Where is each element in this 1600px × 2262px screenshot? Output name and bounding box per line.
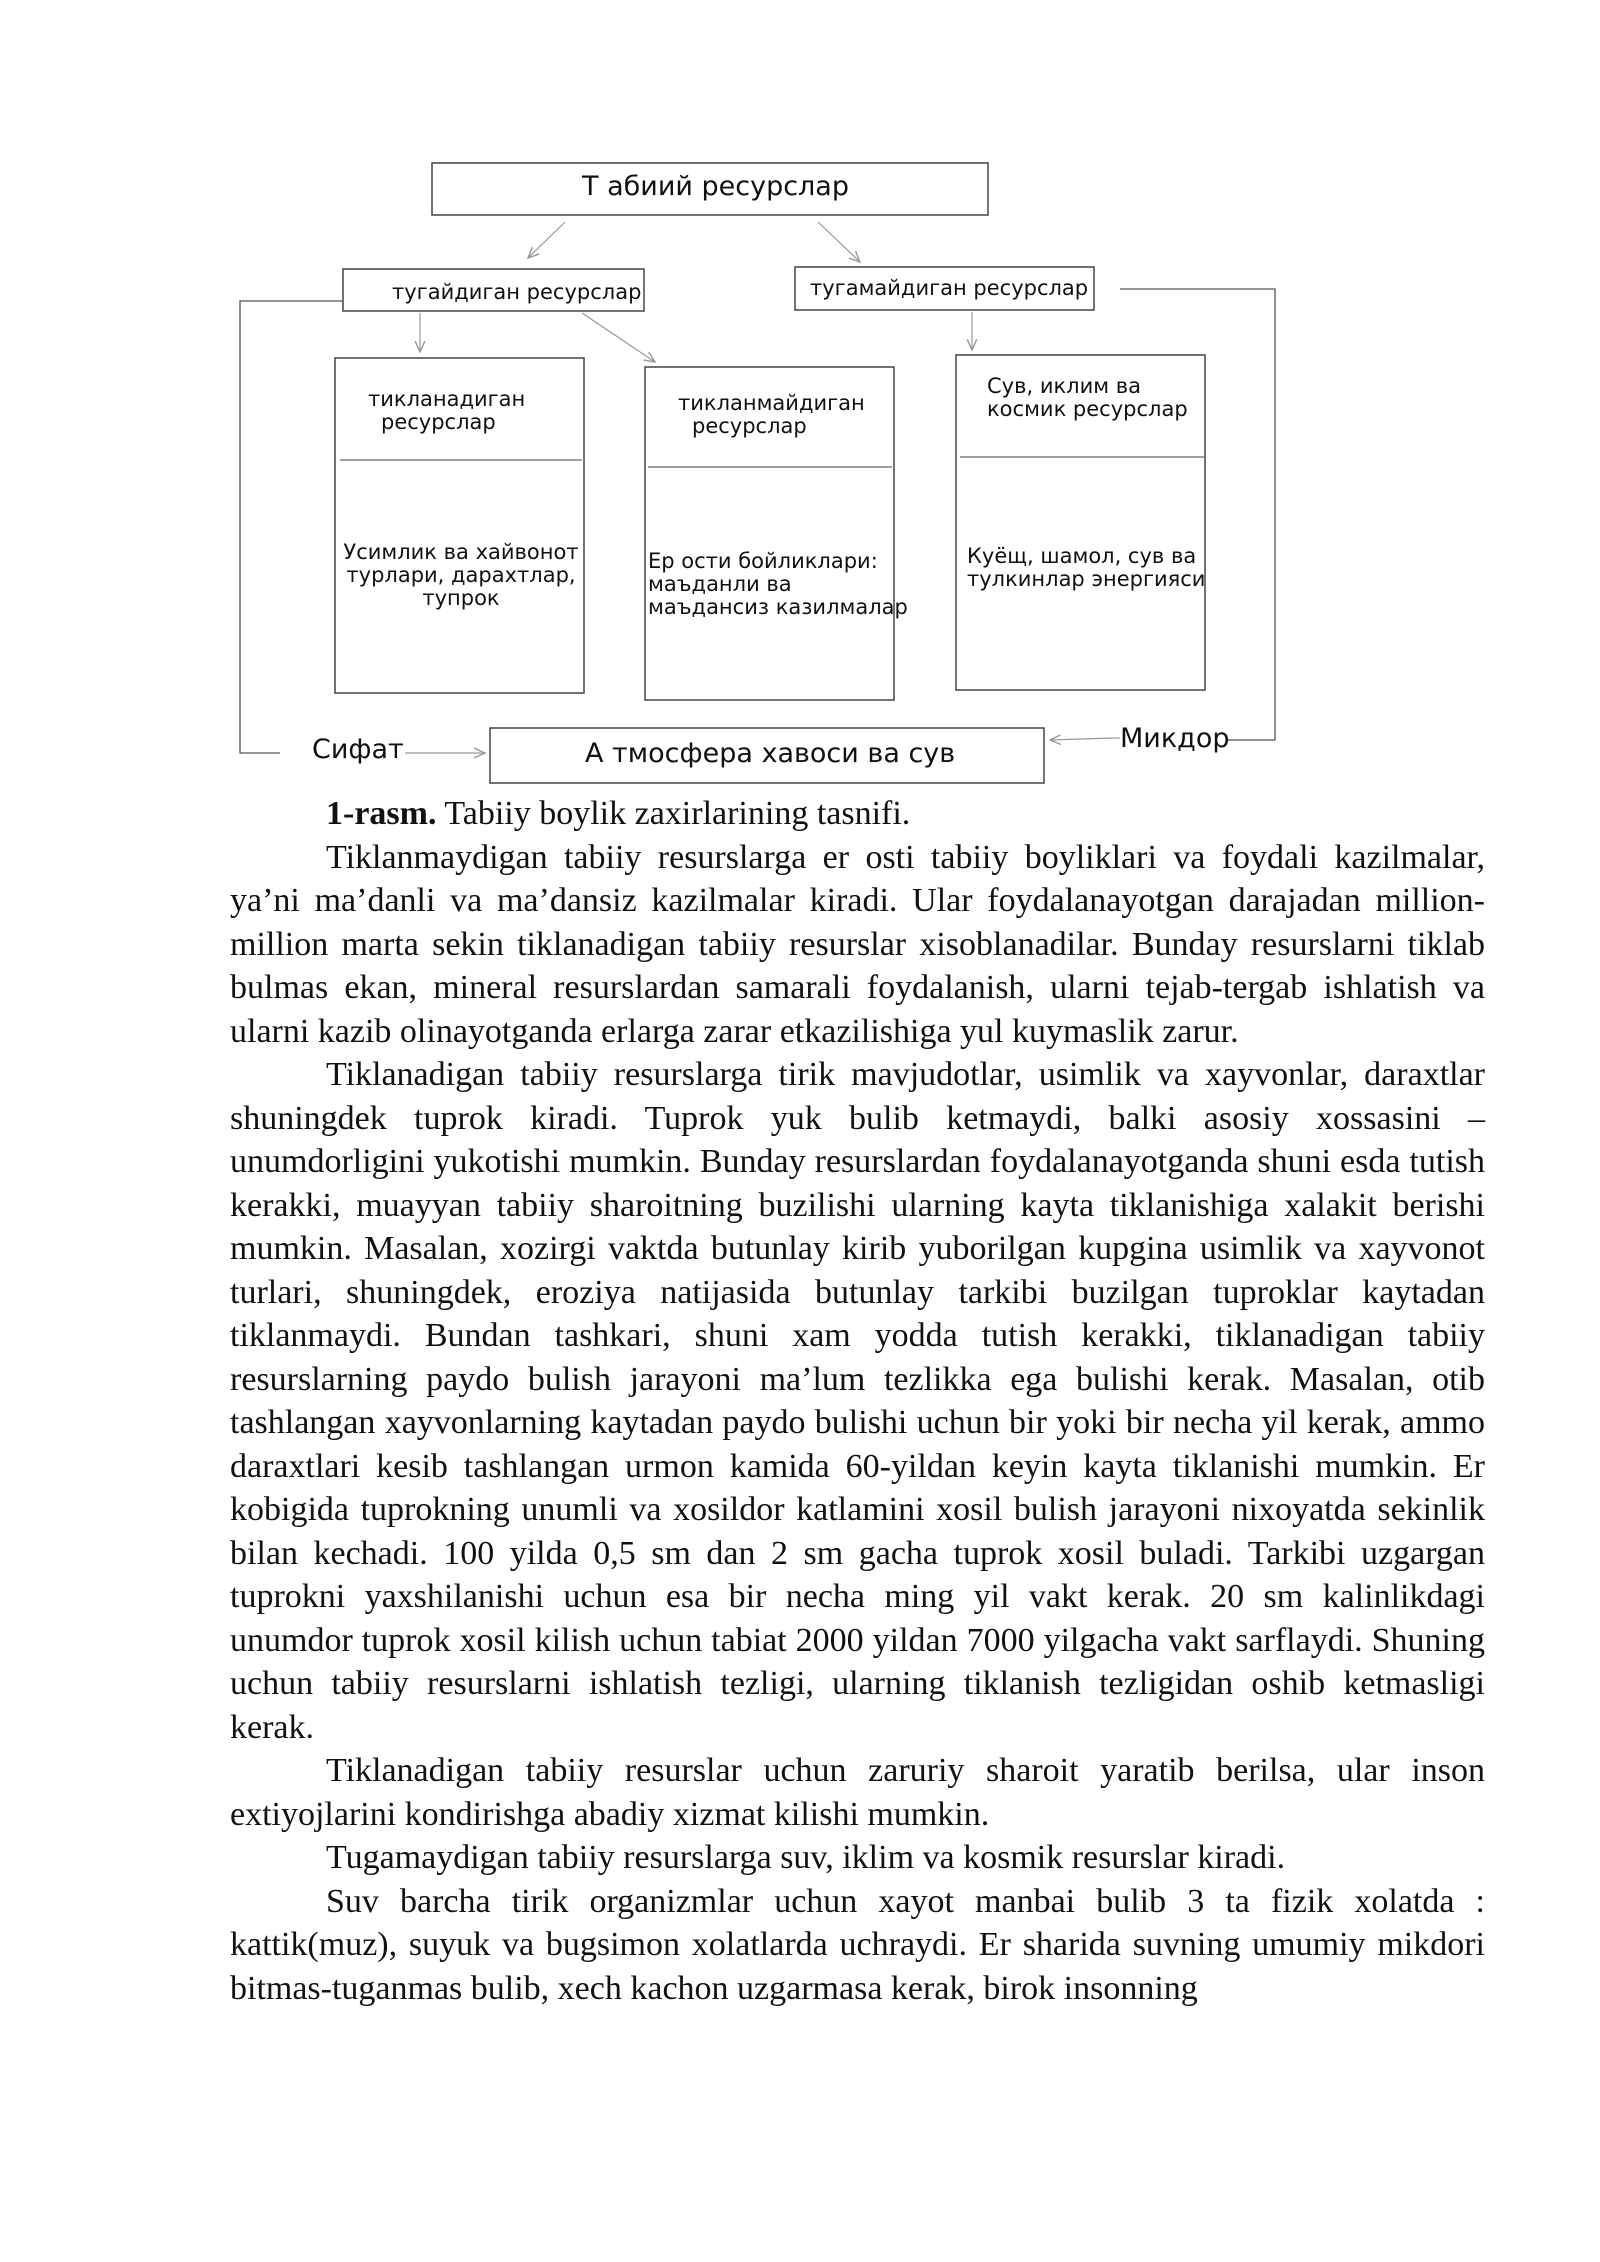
nonrenewable-body — [648, 550, 908, 619]
paragraph-1: Tiklanmaydigan tabiiy resurslarga er osti tabiiy boyliklari va foydali kazilmalar, ya’ni ma’danli va ma’dansiz kazilmalar kiradi. Ular foydalanayotgan darajadan million-million marta sekin tiklanadigan tabiiy resurslar xisoblanadilar. Bunday resurslarni tiklab bulmas ekan, mineral resurslardan samarali foydalanish, ularni tejab-tergab ishlatish va ularni kazib olinayotganda erlarga zarar etkazilishiga yul kuymaslik zarur. — [230, 838, 1485, 1050]
renewable-body-3: тупрок — [422, 586, 500, 610]
atmosphere-label: А тмосфера хавоси ва сув — [585, 738, 956, 769]
arrow-quantity — [1050, 738, 1112, 740]
arrow-root-inexhaustible — [818, 222, 860, 262]
renewable-body — [337, 541, 585, 610]
nonrenewable-title-2: ресурслар — [692, 414, 807, 438]
exhaustible-label: тугайдиган ресурслар — [392, 280, 642, 304]
paragraph-2: Tiklanadigan tabiiy resurslarga tirik mavjudotlar, usimlik va xayvonlar, daraxtlar shuningdek tuprok kiradi. Tuprok yuk bulib ketmaydi, balki asosiy xossasini – unumdorligini yukotishi mumkin. Bunday resurslardan foydalanayotganda shuni esda tutish kerakki, muayyan tabiiy sharoitning buzilishi ularning kayta tiklanishiga xalakit berishi mumkin. Masalan, xozirgi vaktda butunlay kirib yuborilgan kupgina usimlik va xayvonot turlari, shuningdek, eroziya natijasida butunlay tarkibi buzilgan tuproklar kaytadan tiklanmaydi. Bundan tashkari, shuni xam yodda tutish kerakki, tiklanadigan tabiiy resurslarning paydo bulish jarayoni ma’lum tezlikka ega bulishi kerak. Masalan, otib tashlangan xayvonlarning kaytadan paydo bulishi uchun bir yoki bir necha yil kerak, ammo daraxtlari kesib tashlangan urmon kamida 60-yildan keyin kayta tiklanishi mumkin. Er kobigida tuprokning unumli va xosildor katlamini xosil bulish jarayoni nixoyatda sekinlik bilan kechadi. 100 yilda 0,5 sm dan 2 sm gacha tuprok xosil buladi. Tarkibi uzgargan tuprokni yaxshilanishi uchun esa bir necha ming yil vakt kerak. 20 sm kalinlikdagi unumdor tuprok xosil kilish uchun tabiat 2000 yildan 7000 yilgacha vakt sarflaydi. Shuning uchun tabiiy resurslarni ishlatish tezligi, ularning tiklanish tezligidan oshib ketmasligi kerak. — [230, 1056, 1485, 1746]
classification-diagram — [0, 0, 1600, 800]
renewable-title-2: ресурслар — [381, 410, 496, 434]
paragraph-4: Tugamaydigan tabiiy resurslarga suv, iklim va kosmik resurslar kiradi. — [326, 1839, 1286, 1876]
body-text — [230, 792, 1485, 2010]
nonrenewable-title-1: тикланмайдиган — [678, 391, 865, 415]
caption-text: Tabiiy boylik zaxirlarining tasnifi. — [436, 795, 911, 832]
paragraph-5: Suv barcha tirik organizmlar uchun xayot manbai bulib 3 ta fizik xolatda : kattik(muz), suyuk va bugsimon xolatlarda uchraydi. Er sharida suvning umumiy mikdori bitmas-tuganmas bulib, xech kachon uzgarmasa kerak, birok insonning — [230, 1882, 1485, 2007]
cosmic-title-2: космик ресурслар — [987, 397, 1188, 421]
nonrenewable-body-3: маъдансиз казилмалар — [648, 595, 908, 619]
cosmic-title-1: Сув, иклим ва — [987, 374, 1141, 398]
nonrenewable-body-2: маъданли ва — [648, 572, 792, 596]
renewable-body-1: Усимлик ва хайвонот — [343, 540, 579, 564]
quality-loop — [240, 301, 343, 753]
quantity-loop — [1120, 289, 1275, 740]
renewable-body-2: турлари, дарахтлар, — [346, 563, 576, 587]
caption-label: 1-rasm. — [326, 795, 437, 832]
paragraph-3: Tiklanadigan tabiiy resurslar uchun zaruriy sharoit yaratib berilsa, ular inson extiyojlarini kondirishga abadiy xizmat kilishi mumkin. — [230, 1752, 1485, 1833]
root-label: Т абиий ресурслар — [582, 171, 849, 202]
inexhaustible-label: тугамайдиган ресурслар — [810, 276, 1089, 300]
renewable-title-1: тикланадиган — [368, 387, 526, 411]
figure-caption — [230, 792, 1485, 836]
cosmic-body — [967, 545, 1205, 591]
nonrenewable-body-1: Ер ости бойликлари: — [648, 549, 878, 573]
arrow-to-nonrenewable — [582, 313, 655, 362]
cosmic-body-2: тулкинлар энергияси — [967, 567, 1206, 591]
arrow-root-exhaustible — [528, 222, 565, 258]
quantity-label: Микдор — [1120, 723, 1230, 754]
cosmic-body-1: Куёщ, шамол, сув ва — [967, 544, 1197, 568]
quality-label: Сифат — [312, 734, 404, 765]
